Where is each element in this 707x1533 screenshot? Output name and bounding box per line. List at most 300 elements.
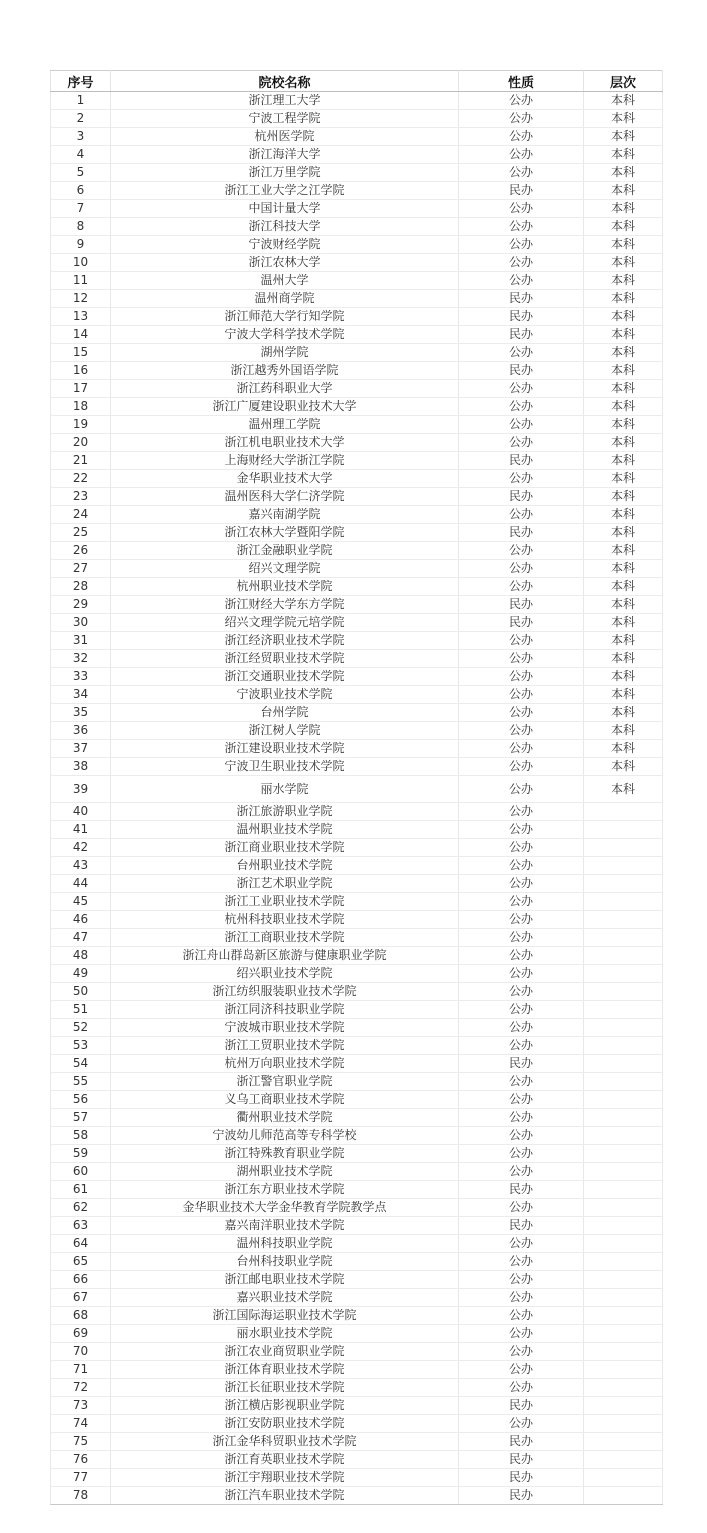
cell-ownership-type: 公办	[459, 506, 584, 524]
cell-serial-number: 74	[51, 1415, 111, 1433]
table-row	[51, 1433, 663, 1451]
cell-serial-number: 31	[51, 632, 111, 650]
cell-education-level	[584, 839, 663, 857]
header-education-level: 层次	[584, 71, 663, 92]
cell-serial-number: 12	[51, 290, 111, 308]
cell-serial-number: 4	[51, 146, 111, 164]
table-row	[51, 740, 663, 758]
cell-serial-number: 68	[51, 1307, 111, 1325]
cell-education-level: 本科	[584, 434, 663, 452]
cell-school-name: 嘉兴南湖学院	[111, 506, 459, 524]
cell-ownership-type: 公办	[459, 398, 584, 416]
cell-ownership-type: 民办	[459, 614, 584, 632]
table-row	[51, 398, 663, 416]
cell-serial-number: 25	[51, 524, 111, 542]
cell-school-name: 上海财经大学浙江学院	[111, 452, 459, 470]
cell-school-name: 浙江金华科贸职业技术学院	[111, 1433, 459, 1451]
cell-ownership-type: 公办	[459, 164, 584, 182]
cell-school-name: 浙江警官职业学院	[111, 1073, 459, 1091]
cell-serial-number: 59	[51, 1145, 111, 1163]
cell-ownership-type: 公办	[459, 416, 584, 434]
cell-ownership-type: 公办	[459, 803, 584, 821]
cell-school-name: 金华职业技术大学金华教育学院教学点	[111, 1199, 459, 1217]
cell-education-level	[584, 1127, 663, 1145]
cell-serial-number: 17	[51, 380, 111, 398]
cell-school-name: 衢州职业技术学院	[111, 1109, 459, 1127]
table-row	[51, 1271, 663, 1289]
table-row	[51, 452, 663, 470]
cell-serial-number: 20	[51, 434, 111, 452]
cell-serial-number: 52	[51, 1019, 111, 1037]
cell-education-level: 本科	[584, 272, 663, 290]
cell-education-level	[584, 965, 663, 983]
cell-ownership-type: 公办	[459, 911, 584, 929]
cell-serial-number: 42	[51, 839, 111, 857]
cell-school-name: 浙江科技大学	[111, 218, 459, 236]
cell-ownership-type: 民办	[459, 290, 584, 308]
cell-education-level	[584, 1163, 663, 1181]
table-row	[51, 839, 663, 857]
table-row	[51, 1379, 663, 1397]
cell-school-name: 台州学院	[111, 704, 459, 722]
cell-education-level	[584, 1343, 663, 1361]
cell-school-name: 浙江汽车职业技术学院	[111, 1487, 459, 1505]
cell-education-level	[584, 1055, 663, 1073]
cell-ownership-type: 民办	[459, 308, 584, 326]
cell-serial-number: 44	[51, 875, 111, 893]
table-row	[51, 1469, 663, 1487]
cell-education-level: 本科	[584, 704, 663, 722]
cell-serial-number: 6	[51, 182, 111, 200]
header-school-name: 院校名称	[111, 71, 459, 92]
table-row	[51, 947, 663, 965]
table-row	[51, 542, 663, 560]
cell-school-name: 浙江师范大学行知学院	[111, 308, 459, 326]
cell-serial-number: 48	[51, 947, 111, 965]
cell-education-level: 本科	[584, 308, 663, 326]
cell-school-name: 浙江邮电职业技术学院	[111, 1271, 459, 1289]
cell-serial-number: 7	[51, 200, 111, 218]
cell-education-level	[584, 911, 663, 929]
cell-serial-number: 1	[51, 92, 111, 110]
table-row	[51, 470, 663, 488]
cell-education-level	[584, 1001, 663, 1019]
cell-ownership-type: 民办	[459, 1397, 584, 1415]
cell-ownership-type: 公办	[459, 1325, 584, 1343]
table-row	[51, 1001, 663, 1019]
table-row	[51, 1361, 663, 1379]
table-row	[51, 1415, 663, 1433]
cell-serial-number: 49	[51, 965, 111, 983]
cell-serial-number: 78	[51, 1487, 111, 1505]
cell-school-name: 宁波职业技术学院	[111, 686, 459, 704]
cell-school-name: 杭州万向职业技术学院	[111, 1055, 459, 1073]
cell-school-name: 浙江纺织服装职业技术学院	[111, 983, 459, 1001]
table-row	[51, 1163, 663, 1181]
cell-ownership-type: 公办	[459, 632, 584, 650]
cell-serial-number: 16	[51, 362, 111, 380]
cell-school-name: 嘉兴南洋职业技术学院	[111, 1217, 459, 1235]
cell-serial-number: 66	[51, 1271, 111, 1289]
cell-serial-number: 41	[51, 821, 111, 839]
cell-school-name: 浙江农林大学暨阳学院	[111, 524, 459, 542]
cell-ownership-type: 公办	[459, 200, 584, 218]
cell-ownership-type: 民办	[459, 1181, 584, 1199]
cell-ownership-type: 民办	[459, 362, 584, 380]
table-row	[51, 686, 663, 704]
cell-ownership-type: 公办	[459, 704, 584, 722]
table-row	[51, 983, 663, 1001]
table-row	[51, 776, 663, 803]
cell-school-name: 温州医科大学仁济学院	[111, 488, 459, 506]
table-row	[51, 614, 663, 632]
table-row	[51, 668, 663, 686]
table-row	[51, 362, 663, 380]
table-row	[51, 1235, 663, 1253]
cell-serial-number: 70	[51, 1343, 111, 1361]
cell-school-name: 浙江农林大学	[111, 254, 459, 272]
cell-ownership-type: 公办	[459, 1289, 584, 1307]
cell-ownership-type: 公办	[459, 470, 584, 488]
cell-serial-number: 77	[51, 1469, 111, 1487]
cell-serial-number: 11	[51, 272, 111, 290]
cell-school-name: 宁波工程学院	[111, 110, 459, 128]
cell-school-name: 丽水职业技术学院	[111, 1325, 459, 1343]
cell-education-level	[584, 1253, 663, 1271]
cell-school-name: 绍兴文理学院元培学院	[111, 614, 459, 632]
cell-ownership-type: 民办	[459, 1451, 584, 1469]
cell-ownership-type: 公办	[459, 1109, 584, 1127]
cell-ownership-type: 民办	[459, 1469, 584, 1487]
cell-education-level: 本科	[584, 92, 663, 110]
cell-serial-number: 8	[51, 218, 111, 236]
cell-ownership-type: 公办	[459, 722, 584, 740]
cell-education-level: 本科	[584, 362, 663, 380]
table-row	[51, 632, 663, 650]
cell-ownership-type: 公办	[459, 1145, 584, 1163]
cell-education-level: 本科	[584, 578, 663, 596]
cell-education-level	[584, 1199, 663, 1217]
cell-ownership-type: 公办	[459, 839, 584, 857]
cell-serial-number: 55	[51, 1073, 111, 1091]
cell-ownership-type: 民办	[459, 1217, 584, 1235]
cell-serial-number: 65	[51, 1253, 111, 1271]
cell-school-name: 浙江树人学院	[111, 722, 459, 740]
table-row	[51, 821, 663, 839]
cell-ownership-type: 公办	[459, 542, 584, 560]
college-table	[50, 70, 663, 1505]
cell-education-level	[584, 1109, 663, 1127]
cell-school-name: 温州科技职业学院	[111, 1235, 459, 1253]
cell-education-level	[584, 1217, 663, 1235]
cell-serial-number: 18	[51, 398, 111, 416]
table-row	[51, 1451, 663, 1469]
college-list-sheet	[50, 70, 662, 1505]
table-row	[51, 1145, 663, 1163]
cell-education-level	[584, 1073, 663, 1091]
cell-education-level: 本科	[584, 218, 663, 236]
cell-serial-number: 13	[51, 308, 111, 326]
cell-school-name: 浙江体育职业技术学院	[111, 1361, 459, 1379]
cell-ownership-type: 公办	[459, 560, 584, 578]
cell-education-level	[584, 1271, 663, 1289]
cell-education-level	[584, 1037, 663, 1055]
cell-ownership-type: 公办	[459, 344, 584, 362]
cell-education-level: 本科	[584, 506, 663, 524]
cell-education-level: 本科	[584, 686, 663, 704]
table-row	[51, 146, 663, 164]
cell-serial-number: 14	[51, 326, 111, 344]
cell-school-name: 浙江工商职业技术学院	[111, 929, 459, 947]
cell-serial-number: 30	[51, 614, 111, 632]
cell-serial-number: 15	[51, 344, 111, 362]
cell-school-name: 绍兴文理学院	[111, 560, 459, 578]
table-row	[51, 875, 663, 893]
cell-serial-number: 32	[51, 650, 111, 668]
cell-ownership-type: 公办	[459, 146, 584, 164]
cell-serial-number: 71	[51, 1361, 111, 1379]
cell-serial-number: 5	[51, 164, 111, 182]
cell-serial-number: 76	[51, 1451, 111, 1469]
cell-education-level: 本科	[584, 254, 663, 272]
cell-school-name: 浙江经贸职业技术学院	[111, 650, 459, 668]
table-row	[51, 1109, 663, 1127]
cell-serial-number: 35	[51, 704, 111, 722]
cell-ownership-type: 公办	[459, 929, 584, 947]
cell-school-name: 绍兴职业技术学院	[111, 965, 459, 983]
cell-school-name: 杭州科技职业技术学院	[111, 911, 459, 929]
cell-school-name: 浙江金融职业学院	[111, 542, 459, 560]
cell-serial-number: 10	[51, 254, 111, 272]
cell-ownership-type: 民办	[459, 1055, 584, 1073]
cell-education-level: 本科	[584, 614, 663, 632]
table-row	[51, 92, 663, 110]
cell-education-level: 本科	[584, 146, 663, 164]
table-row	[51, 254, 663, 272]
cell-serial-number: 24	[51, 506, 111, 524]
cell-education-level	[584, 1415, 663, 1433]
cell-ownership-type: 公办	[459, 110, 584, 128]
cell-school-name: 浙江万里学院	[111, 164, 459, 182]
cell-school-name: 浙江机电职业技术大学	[111, 434, 459, 452]
cell-education-level	[584, 1091, 663, 1109]
header-serial-number: 序号	[51, 71, 111, 92]
cell-serial-number: 9	[51, 236, 111, 254]
cell-education-level	[584, 1181, 663, 1199]
table-row	[51, 128, 663, 146]
cell-ownership-type: 公办	[459, 1073, 584, 1091]
cell-education-level	[584, 1307, 663, 1325]
cell-education-level	[584, 1235, 663, 1253]
cell-ownership-type: 公办	[459, 758, 584, 776]
cell-education-level: 本科	[584, 668, 663, 686]
cell-ownership-type: 公办	[459, 128, 584, 146]
cell-education-level: 本科	[584, 326, 663, 344]
cell-school-name: 浙江理工大学	[111, 92, 459, 110]
cell-ownership-type: 民办	[459, 596, 584, 614]
cell-school-name: 浙江交通职业技术学院	[111, 668, 459, 686]
cell-education-level: 本科	[584, 722, 663, 740]
cell-ownership-type: 公办	[459, 686, 584, 704]
cell-school-name: 浙江经济职业技术学院	[111, 632, 459, 650]
table-row	[51, 1073, 663, 1091]
cell-ownership-type: 公办	[459, 983, 584, 1001]
cell-education-level	[584, 1289, 663, 1307]
table-row	[51, 1019, 663, 1037]
cell-serial-number: 58	[51, 1127, 111, 1145]
cell-education-level	[584, 1325, 663, 1343]
cell-school-name: 杭州职业技术学院	[111, 578, 459, 596]
cell-education-level	[584, 1019, 663, 1037]
table-row	[51, 1397, 663, 1415]
cell-education-level: 本科	[584, 200, 663, 218]
table-header-row	[51, 71, 663, 92]
table-row	[51, 506, 663, 524]
table-row	[51, 1055, 663, 1073]
cell-school-name: 浙江特殊教育职业学院	[111, 1145, 459, 1163]
cell-ownership-type: 公办	[459, 236, 584, 254]
cell-school-name: 中国计量大学	[111, 200, 459, 218]
cell-serial-number: 64	[51, 1235, 111, 1253]
cell-education-level: 本科	[584, 542, 663, 560]
table-row	[51, 704, 663, 722]
table-row	[51, 1487, 663, 1505]
cell-school-name: 温州大学	[111, 272, 459, 290]
cell-ownership-type: 公办	[459, 650, 584, 668]
cell-serial-number: 40	[51, 803, 111, 821]
table-row	[51, 1343, 663, 1361]
table-row	[51, 758, 663, 776]
cell-serial-number: 29	[51, 596, 111, 614]
table-row	[51, 200, 663, 218]
cell-serial-number: 61	[51, 1181, 111, 1199]
cell-serial-number: 22	[51, 470, 111, 488]
cell-serial-number: 67	[51, 1289, 111, 1307]
cell-serial-number: 53	[51, 1037, 111, 1055]
cell-education-level: 本科	[584, 452, 663, 470]
cell-serial-number: 2	[51, 110, 111, 128]
table-row	[51, 380, 663, 398]
cell-education-level: 本科	[584, 344, 663, 362]
table-row	[51, 857, 663, 875]
cell-school-name: 浙江艺术职业学院	[111, 875, 459, 893]
cell-ownership-type: 公办	[459, 1415, 584, 1433]
cell-serial-number: 57	[51, 1109, 111, 1127]
cell-education-level	[584, 1433, 663, 1451]
cell-serial-number: 50	[51, 983, 111, 1001]
cell-school-name: 湖州学院	[111, 344, 459, 362]
cell-education-level	[584, 875, 663, 893]
table-row	[51, 344, 663, 362]
cell-ownership-type: 公办	[459, 272, 584, 290]
cell-ownership-type: 公办	[459, 92, 584, 110]
cell-serial-number: 56	[51, 1091, 111, 1109]
cell-school-name: 宁波财经学院	[111, 236, 459, 254]
cell-education-level	[584, 983, 663, 1001]
table-row	[51, 1091, 663, 1109]
cell-serial-number: 73	[51, 1397, 111, 1415]
cell-ownership-type: 公办	[459, 740, 584, 758]
table-row	[51, 650, 663, 668]
cell-ownership-type: 公办	[459, 1001, 584, 1019]
table-row	[51, 308, 663, 326]
table-row	[51, 236, 663, 254]
cell-education-level: 本科	[584, 380, 663, 398]
table-row	[51, 164, 663, 182]
cell-ownership-type: 公办	[459, 1271, 584, 1289]
cell-ownership-type: 公办	[459, 578, 584, 596]
table-row	[51, 1199, 663, 1217]
cell-serial-number: 45	[51, 893, 111, 911]
cell-ownership-type: 公办	[459, 1235, 584, 1253]
table-row	[51, 1253, 663, 1271]
cell-school-name: 浙江宇翔职业技术学院	[111, 1469, 459, 1487]
table-row	[51, 929, 663, 947]
table-row	[51, 893, 663, 911]
cell-ownership-type: 民办	[459, 524, 584, 542]
table-row	[51, 272, 663, 290]
cell-ownership-type: 民办	[459, 326, 584, 344]
cell-education-level	[584, 893, 663, 911]
cell-ownership-type: 公办	[459, 875, 584, 893]
table-row	[51, 182, 663, 200]
table-row	[51, 488, 663, 506]
cell-school-name: 浙江海洋大学	[111, 146, 459, 164]
cell-serial-number: 72	[51, 1379, 111, 1397]
cell-school-name: 浙江安防职业技术学院	[111, 1415, 459, 1433]
cell-serial-number: 63	[51, 1217, 111, 1235]
cell-serial-number: 62	[51, 1199, 111, 1217]
cell-school-name: 浙江舟山群岛新区旅游与健康职业学院	[111, 947, 459, 965]
table-row	[51, 1217, 663, 1235]
cell-education-level: 本科	[584, 632, 663, 650]
cell-school-name: 浙江长征职业技术学院	[111, 1379, 459, 1397]
cell-ownership-type: 公办	[459, 821, 584, 839]
table-row	[51, 596, 663, 614]
cell-serial-number: 28	[51, 578, 111, 596]
cell-education-level: 本科	[584, 416, 663, 434]
cell-ownership-type: 民办	[459, 182, 584, 200]
cell-school-name: 浙江工贸职业技术学院	[111, 1037, 459, 1055]
cell-ownership-type: 公办	[459, 1253, 584, 1271]
table-row	[51, 1289, 663, 1307]
cell-serial-number: 23	[51, 488, 111, 506]
cell-school-name: 温州职业技术学院	[111, 821, 459, 839]
cell-education-level	[584, 857, 663, 875]
cell-school-name: 宁波卫生职业技术学院	[111, 758, 459, 776]
cell-education-level: 本科	[584, 596, 663, 614]
cell-school-name: 温州商学院	[111, 290, 459, 308]
cell-school-name: 浙江育英职业技术学院	[111, 1451, 459, 1469]
table-row	[51, 416, 663, 434]
cell-school-name: 金华职业技术大学	[111, 470, 459, 488]
cell-school-name: 浙江旅游职业学院	[111, 803, 459, 821]
table-row	[51, 218, 663, 236]
cell-ownership-type: 公办	[459, 1361, 584, 1379]
cell-ownership-type: 公办	[459, 1307, 584, 1325]
cell-serial-number: 33	[51, 668, 111, 686]
cell-school-name: 浙江财经大学东方学院	[111, 596, 459, 614]
cell-school-name: 台州职业技术学院	[111, 857, 459, 875]
cell-ownership-type: 公办	[459, 1019, 584, 1037]
cell-ownership-type: 公办	[459, 218, 584, 236]
cell-education-level: 本科	[584, 758, 663, 776]
cell-education-level: 本科	[584, 128, 663, 146]
cell-ownership-type: 民办	[459, 1433, 584, 1451]
cell-serial-number: 34	[51, 686, 111, 704]
table-row	[51, 326, 663, 344]
cell-ownership-type: 公办	[459, 965, 584, 983]
